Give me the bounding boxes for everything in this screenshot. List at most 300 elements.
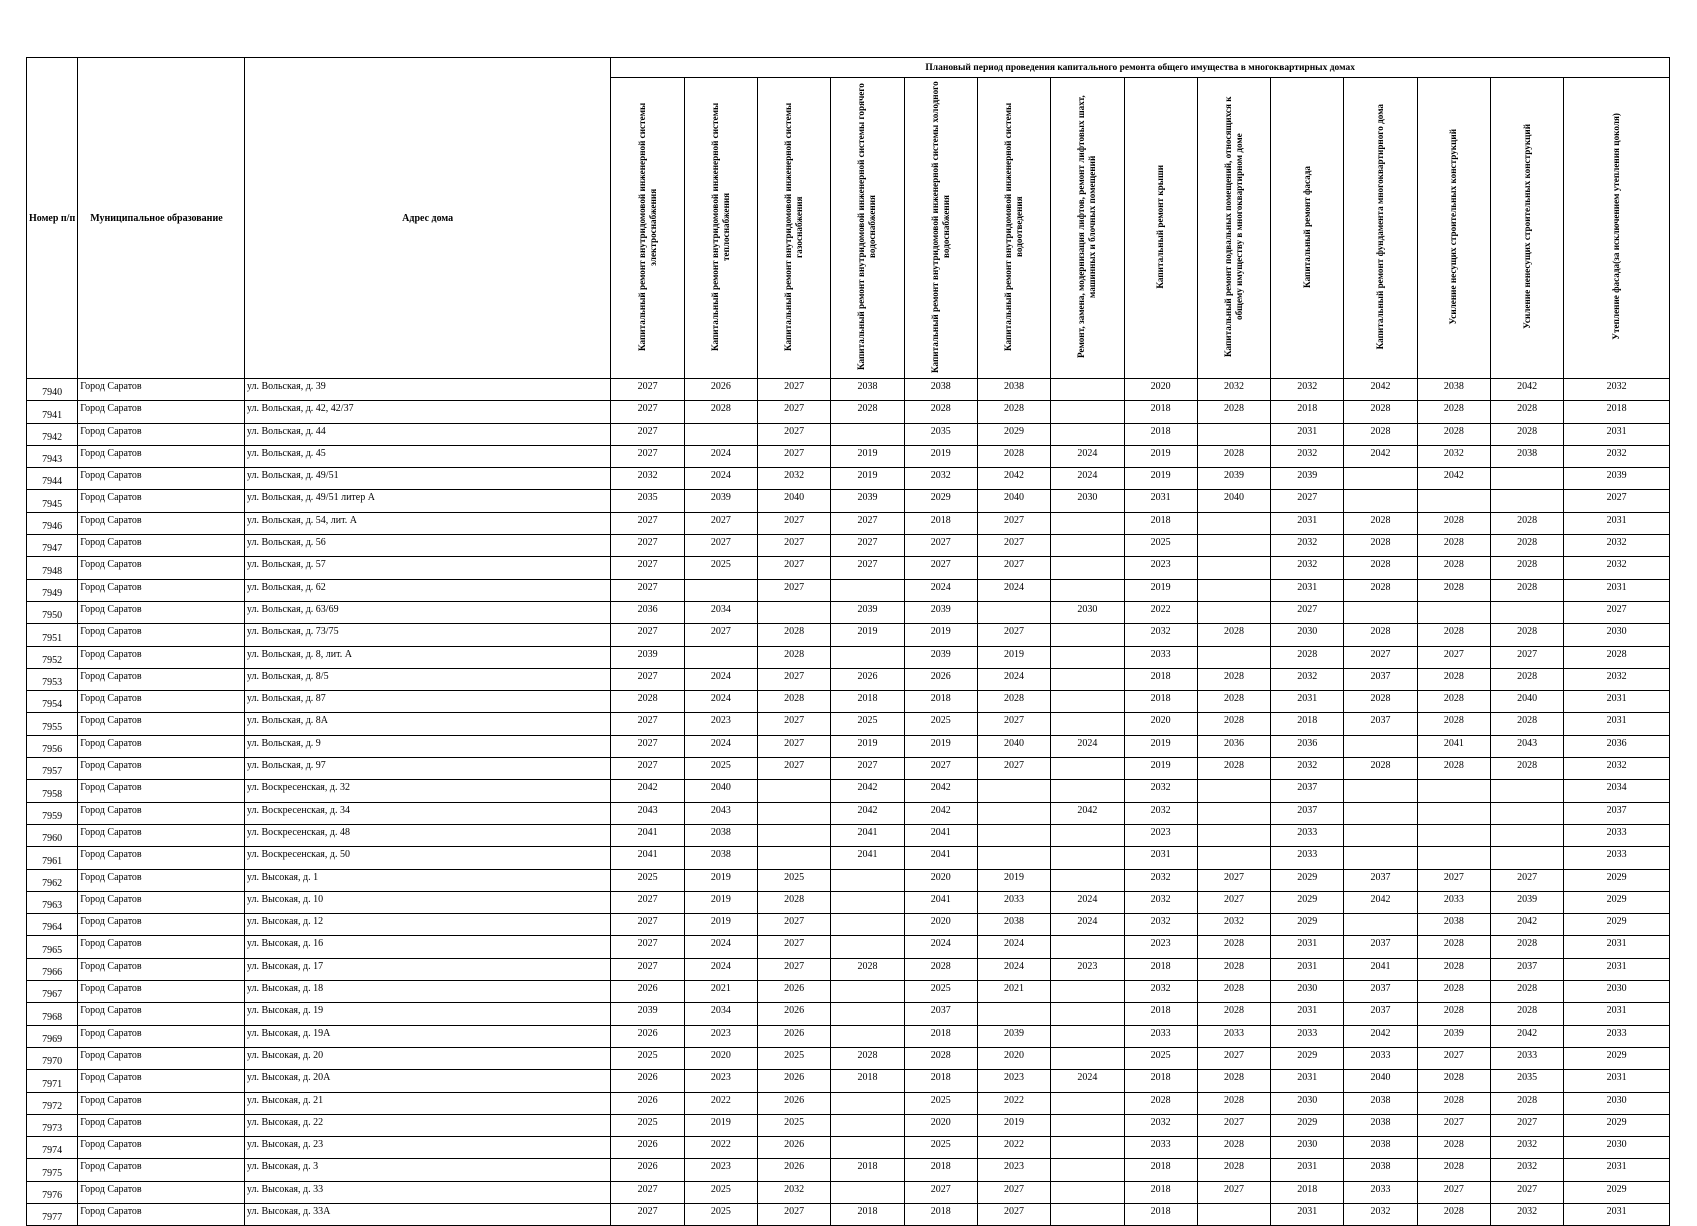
row-year-cell: 2028: [1490, 668, 1563, 690]
row-year-cell: 2041: [831, 824, 904, 846]
row-year-cell: [1051, 824, 1124, 846]
row-year-cell: 2023: [684, 1070, 757, 1092]
row-year-cell: 2028: [1197, 445, 1270, 467]
row-year-cell: 2023: [684, 1025, 757, 1047]
row-year-cell: 2018: [1124, 1003, 1197, 1025]
row-year-cell: 2037: [1271, 780, 1344, 802]
row-address: ул. Высокая, д. 3: [244, 1159, 611, 1181]
row-year-cell: 2037: [1344, 869, 1417, 891]
row-year-cell: 2032: [1271, 758, 1344, 780]
row-year-cell: 2028: [977, 401, 1050, 423]
row-year-cell: [758, 847, 831, 869]
row-year-cell: 2027: [977, 713, 1050, 735]
row-year-cell: 2019: [904, 624, 977, 646]
header-number: Номер п/п: [27, 58, 78, 379]
row-year-cell: 2028: [1417, 1092, 1490, 1114]
header-work-type-label: Капитальный ремонт подвальных помещений, относящихся к общему имуществу в многоквартирном доме: [1222, 96, 1244, 357]
row-year-cell: 2032: [1271, 535, 1344, 557]
row-year-cell: 2032: [611, 468, 684, 490]
header-work-type-label: Капитальный ремонт фасада: [1301, 165, 1312, 288]
row-municipality: Город Саратов: [78, 914, 245, 936]
row-number: 7977: [27, 1203, 78, 1225]
table-row: [27, 936, 1670, 958]
row-year-cell: 2028: [831, 1047, 904, 1069]
row-year-cell: 2026: [758, 1159, 831, 1181]
row-year-cell: 2026: [904, 668, 977, 690]
row-year-cell: 2029: [1564, 1114, 1670, 1136]
row-year-cell: 2038: [684, 847, 757, 869]
row-year-cell: [1051, 1137, 1124, 1159]
row-year-cell: 2027: [1344, 646, 1417, 668]
row-year-cell: [1051, 1114, 1124, 1136]
row-year-cell: 2018: [1124, 423, 1197, 445]
row-year-cell: 2019: [684, 869, 757, 891]
row-number: 7953: [27, 668, 78, 690]
row-year-cell: [1417, 490, 1490, 512]
row-year-cell: 2028: [1197, 691, 1270, 713]
row-year-cell: 2025: [904, 1092, 977, 1114]
row-year-cell: [1197, 1203, 1270, 1225]
row-year-cell: 2027: [611, 445, 684, 467]
row-year-cell: 2039: [1417, 1025, 1490, 1047]
row-year-cell: 2033: [1344, 1181, 1417, 1203]
row-year-cell: 2027: [758, 423, 831, 445]
row-year-cell: [1490, 601, 1563, 623]
row-year-cell: [758, 824, 831, 846]
row-year-cell: 2030: [1564, 624, 1670, 646]
table-row: [27, 1203, 1670, 1225]
row-number: 7969: [27, 1025, 78, 1047]
row-year-cell: 2026: [611, 981, 684, 1003]
table-row: [27, 981, 1670, 1003]
row-year-cell: 2027: [758, 445, 831, 467]
row-year-cell: 2030: [1271, 1137, 1344, 1159]
row-year-cell: 2033: [977, 891, 1050, 913]
row-number: 7965: [27, 936, 78, 958]
row-year-cell: 2027: [684, 535, 757, 557]
row-year-cell: [831, 1003, 904, 1025]
row-address: ул. Высокая, д. 20А: [244, 1070, 611, 1092]
row-year-cell: 2024: [684, 668, 757, 690]
table-row: [27, 1047, 1670, 1069]
row-year-cell: [1197, 512, 1270, 534]
row-year-cell: 2032: [1124, 914, 1197, 936]
row-address: ул. Высокая, д. 20: [244, 1047, 611, 1069]
row-address: ул. Вольская, д. 9: [244, 735, 611, 757]
row-year-cell: 2028: [904, 1047, 977, 1069]
row-year-cell: 2031: [1564, 691, 1670, 713]
row-year-cell: [1197, 557, 1270, 579]
row-year-cell: 2027: [758, 557, 831, 579]
row-year-cell: 2028: [1490, 512, 1563, 534]
table-row: [27, 735, 1670, 757]
table-row: [27, 601, 1670, 623]
row-year-cell: 2028: [1197, 1003, 1270, 1025]
row-year-cell: 2020: [1124, 379, 1197, 401]
header-work-type-label: Усиление ненесущих строительных конструкций: [1521, 124, 1532, 329]
row-year-cell: 2019: [904, 735, 977, 757]
row-year-cell: 2027: [758, 758, 831, 780]
row-year-cell: 2026: [758, 1137, 831, 1159]
row-year-cell: 2033: [1271, 824, 1344, 846]
row-year-cell: 2039: [831, 490, 904, 512]
row-year-cell: 2027: [1490, 869, 1563, 891]
row-year-cell: 2032: [1197, 914, 1270, 936]
table-row: [27, 780, 1670, 802]
row-year-cell: 2018: [904, 512, 977, 534]
row-year-cell: 2039: [1490, 891, 1563, 913]
row-municipality: Город Саратов: [78, 780, 245, 802]
table-row: [27, 1114, 1670, 1136]
row-year-cell: [1051, 936, 1124, 958]
row-year-cell: 2027: [904, 557, 977, 579]
row-year-cell: 2028: [1344, 624, 1417, 646]
row-year-cell: 2028: [1490, 401, 1563, 423]
row-year-cell: 2032: [1124, 891, 1197, 913]
table-row: [27, 668, 1670, 690]
row-year-cell: 2028: [1197, 1159, 1270, 1181]
row-year-cell: 2028: [1490, 758, 1563, 780]
row-year-cell: [758, 601, 831, 623]
row-year-cell: 2028: [1417, 1203, 1490, 1225]
row-year-cell: 2027: [611, 735, 684, 757]
row-year-cell: 2026: [684, 379, 757, 401]
row-address: ул. Вольская, д. 97: [244, 758, 611, 780]
row-year-cell: 2029: [1564, 869, 1670, 891]
row-year-cell: 2020: [904, 914, 977, 936]
row-number: 7945: [27, 490, 78, 512]
row-address: ул. Вольская, д. 73/75: [244, 624, 611, 646]
row-year-cell: 2018: [1564, 401, 1670, 423]
table-row: [27, 646, 1670, 668]
row-year-cell: 2027: [758, 1203, 831, 1225]
row-number: 7946: [27, 512, 78, 534]
row-year-cell: 2025: [684, 1181, 757, 1203]
row-year-cell: 2027: [684, 512, 757, 534]
row-year-cell: [1344, 490, 1417, 512]
row-year-cell: 2028: [1197, 713, 1270, 735]
row-year-cell: [1344, 468, 1417, 490]
row-year-cell: 2027: [831, 512, 904, 534]
row-year-cell: [1490, 468, 1563, 490]
row-year-cell: 2032: [1564, 668, 1670, 690]
row-year-cell: 2032: [1344, 1203, 1417, 1225]
row-year-cell: 2033: [1564, 1025, 1670, 1047]
row-municipality: Город Саратов: [78, 668, 245, 690]
row-year-cell: [977, 1003, 1050, 1025]
row-year-cell: 2029: [904, 490, 977, 512]
row-address: ул. Вольская, д. 62: [244, 579, 611, 601]
row-year-cell: [1344, 847, 1417, 869]
row-address: ул. Высокая, д. 21: [244, 1092, 611, 1114]
row-year-cell: 2027: [611, 1203, 684, 1225]
row-year-cell: 2028: [758, 646, 831, 668]
row-year-cell: [1051, 423, 1124, 445]
row-address: ул. Высокая, д. 1: [244, 869, 611, 891]
row-year-cell: 2023: [977, 1159, 1050, 1181]
row-number: 7958: [27, 780, 78, 802]
row-year-cell: 2032: [1124, 1114, 1197, 1136]
row-year-cell: 2020: [977, 1047, 1050, 1069]
row-year-cell: 2028: [1197, 981, 1270, 1003]
row-year-cell: 2029: [1564, 891, 1670, 913]
row-year-cell: 2019: [1124, 468, 1197, 490]
row-year-cell: 2027: [904, 535, 977, 557]
header-work-type-label: Капитальный ремонт внутридомовой инженерной системы электроснабжения: [636, 102, 658, 351]
row-year-cell: 2032: [904, 468, 977, 490]
row-year-cell: 2028: [758, 624, 831, 646]
row-year-cell: 2025: [611, 869, 684, 891]
row-year-cell: 2019: [1124, 758, 1197, 780]
row-year-cell: 2028: [1344, 535, 1417, 557]
row-year-cell: [1051, 557, 1124, 579]
row-year-cell: 2032: [1271, 379, 1344, 401]
row-year-cell: 2021: [684, 981, 757, 1003]
row-year-cell: 2042: [1490, 379, 1563, 401]
row-year-cell: [1051, 1092, 1124, 1114]
row-year-cell: 2027: [1197, 1181, 1270, 1203]
row-year-cell: 2027: [611, 401, 684, 423]
row-year-cell: 2031: [1564, 512, 1670, 534]
row-number: 7957: [27, 758, 78, 780]
row-year-cell: 2027: [904, 758, 977, 780]
row-year-cell: 2025: [611, 1114, 684, 1136]
row-year-cell: 2027: [611, 713, 684, 735]
row-year-cell: 2027: [611, 535, 684, 557]
row-address: ул. Воскресенская, д. 48: [244, 824, 611, 846]
row-year-cell: 2026: [758, 1025, 831, 1047]
row-year-cell: 2027: [611, 914, 684, 936]
row-address: ул. Высокая, д. 22: [244, 1114, 611, 1136]
row-year-cell: [977, 847, 1050, 869]
row-address: ул. Высокая, д. 19А: [244, 1025, 611, 1047]
header-work-type: [904, 78, 977, 379]
table-row: [27, 1003, 1670, 1025]
row-year-cell: 2026: [758, 981, 831, 1003]
row-number: 7943: [27, 445, 78, 467]
row-year-cell: 2022: [977, 1092, 1050, 1114]
row-year-cell: [1417, 847, 1490, 869]
row-year-cell: 2028: [758, 891, 831, 913]
row-year-cell: 2027: [758, 936, 831, 958]
row-number: 7940: [27, 379, 78, 401]
row-year-cell: 2028: [1490, 557, 1563, 579]
row-year-cell: 2042: [1490, 1025, 1563, 1047]
row-year-cell: [1051, 780, 1124, 802]
row-address: ул. Воскресенская, д. 32: [244, 780, 611, 802]
row-year-cell: 2028: [977, 691, 1050, 713]
row-year-cell: 2031: [1564, 713, 1670, 735]
row-year-cell: 2038: [977, 379, 1050, 401]
row-year-cell: [977, 802, 1050, 824]
row-year-cell: 2028: [1344, 758, 1417, 780]
row-year-cell: 2024: [1051, 1070, 1124, 1092]
row-year-cell: 2027: [1417, 1181, 1490, 1203]
row-municipality: Город Саратов: [78, 601, 245, 623]
row-year-cell: 2027: [1490, 1181, 1563, 1203]
row-year-cell: 2039: [904, 646, 977, 668]
row-year-cell: 2027: [1417, 1047, 1490, 1069]
row-year-cell: 2028: [1197, 758, 1270, 780]
header-work-type-label: Капитальный ремонт внутридомовой инженерной системы теплоснабжения: [709, 102, 731, 351]
capital-repair-table: [26, 57, 1670, 1226]
row-year-cell: 2024: [684, 445, 757, 467]
row-number: 7949: [27, 579, 78, 601]
row-year-cell: [1490, 847, 1563, 869]
row-year-cell: 2039: [611, 1003, 684, 1025]
header-work-type: [1124, 78, 1197, 379]
row-year-cell: 2043: [1490, 735, 1563, 757]
header-planned-period: Плановый период проведения капитального ремонта общего имущества в многоквартирных домах: [611, 58, 1670, 78]
row-year-cell: 2032: [1124, 624, 1197, 646]
row-municipality: Город Саратов: [78, 512, 245, 534]
row-number: 7948: [27, 557, 78, 579]
row-number: 7947: [27, 535, 78, 557]
row-year-cell: 2038: [1344, 1159, 1417, 1181]
row-address: ул. Высокая, д. 33А: [244, 1203, 611, 1225]
row-year-cell: 2028: [1490, 1092, 1563, 1114]
row-address: ул. Высокая, д. 10: [244, 891, 611, 913]
row-year-cell: [977, 601, 1050, 623]
table-row: [27, 490, 1670, 512]
row-year-cell: 2026: [758, 1092, 831, 1114]
row-year-cell: 2018: [1271, 401, 1344, 423]
row-year-cell: 2027: [611, 891, 684, 913]
row-year-cell: 2032: [758, 1181, 831, 1203]
row-year-cell: [831, 869, 904, 891]
row-municipality: Город Саратов: [78, 958, 245, 980]
row-year-cell: 2029: [1564, 914, 1670, 936]
row-year-cell: 2027: [758, 914, 831, 936]
row-year-cell: [1197, 601, 1270, 623]
row-year-cell: 2038: [1344, 1092, 1417, 1114]
row-year-cell: 2018: [1124, 1159, 1197, 1181]
row-year-cell: 2025: [831, 713, 904, 735]
row-year-cell: 2029: [977, 423, 1050, 445]
row-year-cell: 2028: [684, 401, 757, 423]
row-year-cell: [1197, 824, 1270, 846]
row-year-cell: 2018: [1124, 401, 1197, 423]
table-row: [27, 713, 1670, 735]
row-year-cell: 2042: [977, 468, 1050, 490]
row-year-cell: 2018: [904, 1203, 977, 1225]
row-number: 7976: [27, 1181, 78, 1203]
row-municipality: Город Саратов: [78, 1047, 245, 1069]
row-municipality: Город Саратов: [78, 691, 245, 713]
row-year-cell: [1344, 601, 1417, 623]
row-year-cell: [1051, 758, 1124, 780]
row-year-cell: 2018: [904, 1159, 977, 1181]
row-address: ул. Вольская, д. 8/5: [244, 668, 611, 690]
row-year-cell: 2031: [1271, 512, 1344, 534]
row-year-cell: 2023: [1124, 557, 1197, 579]
row-year-cell: 2027: [758, 735, 831, 757]
row-year-cell: 2041: [904, 847, 977, 869]
row-year-cell: 2028: [1197, 958, 1270, 980]
header-work-type: [684, 78, 757, 379]
row-year-cell: 2022: [1124, 601, 1197, 623]
table-row: [27, 824, 1670, 846]
row-year-cell: [1417, 780, 1490, 802]
row-year-cell: 2030: [1271, 624, 1344, 646]
row-year-cell: 2028: [1417, 981, 1490, 1003]
row-year-cell: 2019: [831, 624, 904, 646]
row-year-cell: 2027: [977, 1203, 1050, 1225]
header-work-type: [1051, 78, 1124, 379]
row-year-cell: 2028: [1417, 691, 1490, 713]
row-year-cell: 2028: [904, 958, 977, 980]
row-year-cell: 2020: [904, 869, 977, 891]
row-municipality: Город Саратов: [78, 1137, 245, 1159]
row-year-cell: 2019: [904, 445, 977, 467]
row-year-cell: 2028: [1197, 668, 1270, 690]
row-year-cell: 2028: [1197, 936, 1270, 958]
row-year-cell: [1051, 401, 1124, 423]
row-year-cell: 2040: [977, 735, 1050, 757]
row-year-cell: 2037: [1490, 958, 1563, 980]
row-year-cell: 2024: [1051, 468, 1124, 490]
table-body: [27, 379, 1670, 1226]
row-year-cell: 2018: [1124, 691, 1197, 713]
row-number: 7941: [27, 401, 78, 423]
row-year-cell: 2026: [611, 1025, 684, 1047]
row-year-cell: 2031: [1124, 490, 1197, 512]
table-row: [27, 401, 1670, 423]
row-year-cell: [1197, 535, 1270, 557]
row-year-cell: 2042: [1344, 445, 1417, 467]
row-year-cell: 2040: [1344, 1070, 1417, 1092]
row-year-cell: 2023: [977, 1070, 1050, 1092]
row-municipality: Город Саратов: [78, 445, 245, 467]
row-year-cell: 2040: [684, 780, 757, 802]
row-year-cell: 2039: [904, 601, 977, 623]
header-work-type-label: Капитальный ремонт внутридомовой инженерной системы горячего водоснабжения: [856, 83, 878, 370]
table-row: [27, 758, 1670, 780]
header-address: Адрес дома: [244, 58, 611, 379]
row-year-cell: 2041: [611, 847, 684, 869]
row-year-cell: 2037: [904, 1003, 977, 1025]
row-municipality: Город Саратов: [78, 1025, 245, 1047]
row-number: 7968: [27, 1003, 78, 1025]
row-year-cell: 2042: [1344, 1025, 1417, 1047]
row-year-cell: 2018: [904, 691, 977, 713]
row-year-cell: 2038: [1490, 445, 1563, 467]
row-year-cell: 2028: [1490, 936, 1563, 958]
row-municipality: Город Саратов: [78, 1203, 245, 1225]
row-year-cell: [1051, 847, 1124, 869]
row-year-cell: 2019: [977, 1114, 1050, 1136]
header-work-type: [1344, 78, 1417, 379]
row-number: 7970: [27, 1047, 78, 1069]
row-year-cell: 2031: [1564, 1203, 1670, 1225]
row-year-cell: 2027: [1197, 1114, 1270, 1136]
row-year-cell: 2032: [1124, 802, 1197, 824]
row-year-cell: 2028: [1490, 423, 1563, 445]
table-row: [27, 1070, 1670, 1092]
row-year-cell: [831, 1025, 904, 1047]
row-year-cell: 2028: [1417, 579, 1490, 601]
row-year-cell: 2018: [1124, 512, 1197, 534]
row-year-cell: 2028: [1344, 579, 1417, 601]
row-year-cell: [1051, 535, 1124, 557]
row-address: ул. Вольская, д. 42, 42/37: [244, 401, 611, 423]
row-year-cell: 2019: [831, 445, 904, 467]
row-year-cell: 2019: [831, 468, 904, 490]
row-year-cell: 2027: [758, 958, 831, 980]
row-year-cell: 2031: [1124, 847, 1197, 869]
row-municipality: Город Саратов: [78, 401, 245, 423]
row-number: 7966: [27, 958, 78, 980]
